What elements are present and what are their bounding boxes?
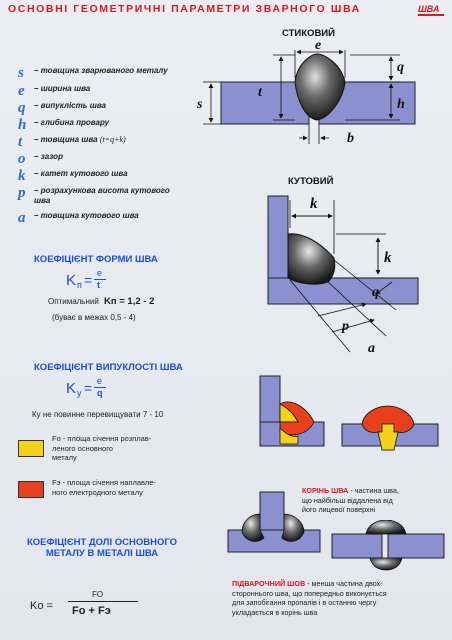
definition-t: t – товщина шва (t=q+k) <box>18 134 126 150</box>
fillet-weld-label: КУТОВИЙ <box>288 176 334 187</box>
root-note: КОРІНЬ ШВА - частина шва, що найбільш віддалена від його лицевої поверхні <box>302 486 399 514</box>
dim-h: h <box>397 97 405 112</box>
dim-k-horizontal: k <box>310 196 318 212</box>
page-title: ОСНОВНІ ГЕОМЕТРИЧНІ ПАРАМЕТРИ ЗВАРНОГО ШВА <box>8 3 361 15</box>
definitions-list <box>18 66 198 226</box>
butt-weld-label: СТИКОВИЙ <box>282 28 335 39</box>
vertical-plate <box>268 196 288 278</box>
legend-fusion-swatch <box>18 440 44 457</box>
convexity-coefficient-formula: K у = e q <box>66 376 126 404</box>
legend-fusion-text: Fo - площа січення розплав- леного основного металу <box>52 434 152 462</box>
legend-deposit-swatch <box>18 481 44 498</box>
fillet-weld-diagram <box>256 186 450 360</box>
optimal-value: Kп = 1,2 - 2 <box>104 296 155 307</box>
dim-k-vertical: k <box>384 250 392 266</box>
dim-e: e <box>315 38 322 53</box>
dim-s: s <box>197 97 203 112</box>
dim-b: b <box>347 131 354 146</box>
backing-weld-diagram <box>328 520 450 574</box>
base-share-formula: Ko = FO Fo + Fэ <box>30 588 170 624</box>
definition-e: e – ширина шва <box>18 83 91 99</box>
form-range-note: (буває в межах 0,5 - 4) <box>52 313 136 322</box>
weld-areas-diagram <box>254 372 450 462</box>
dim-p: p <box>342 319 349 334</box>
definition-k: k – катет кутового шва <box>18 168 128 184</box>
definition-o: o – зазор <box>18 151 63 167</box>
convexity-note: Ку не повинне перевищувати 7 - 10 <box>32 410 164 419</box>
definition-a: a – товщина кутового шва <box>18 210 139 226</box>
dim-q: q <box>397 60 404 75</box>
horizontal-plate <box>268 278 418 304</box>
dim-a: a <box>368 341 375 356</box>
form-coefficient-heading: КОЕФІЦІЄНТ ФОРМИ ШВА <box>34 254 158 265</box>
form-coefficient-formula: K п = e t <box>66 268 126 296</box>
fillet-bead <box>288 234 335 284</box>
definition-h: h – глибина провару <box>18 117 110 133</box>
definition-s: s – товщина зварюваного металу <box>18 65 168 81</box>
definition-p: p – розрахункова висота кутового шва <box>18 185 170 205</box>
backing-note: ПІДВАРОЧНИЙ ШОВ - менша частина двох- стороннього шва, що попередньо виконується для запобігання пропалів і в останню чергу укладається в корінь шва <box>232 579 387 617</box>
butt-weld-diagram <box>195 38 445 150</box>
definition-q: q – випуклість шва <box>18 100 107 116</box>
dim-t: t <box>258 85 262 100</box>
brand-logo: ШВА <box>418 4 440 14</box>
dim-q: q <box>372 285 379 300</box>
optimal-label: Оптимальний <box>48 297 99 306</box>
legend-deposit-text: Fэ - площа січення наплавле- ного електродного металу <box>52 478 156 497</box>
base-share-heading: КОЕФІЦІЄНТ ДОЛІ ОСНОВНОГО МЕТАЛУ В МЕТАЛІ ШВА <box>26 537 178 559</box>
convexity-coefficient-heading: КОЕФІЦІЄНТ ВИПУКЛОСТІ ШВА <box>34 362 183 373</box>
brand-underline <box>418 14 444 16</box>
